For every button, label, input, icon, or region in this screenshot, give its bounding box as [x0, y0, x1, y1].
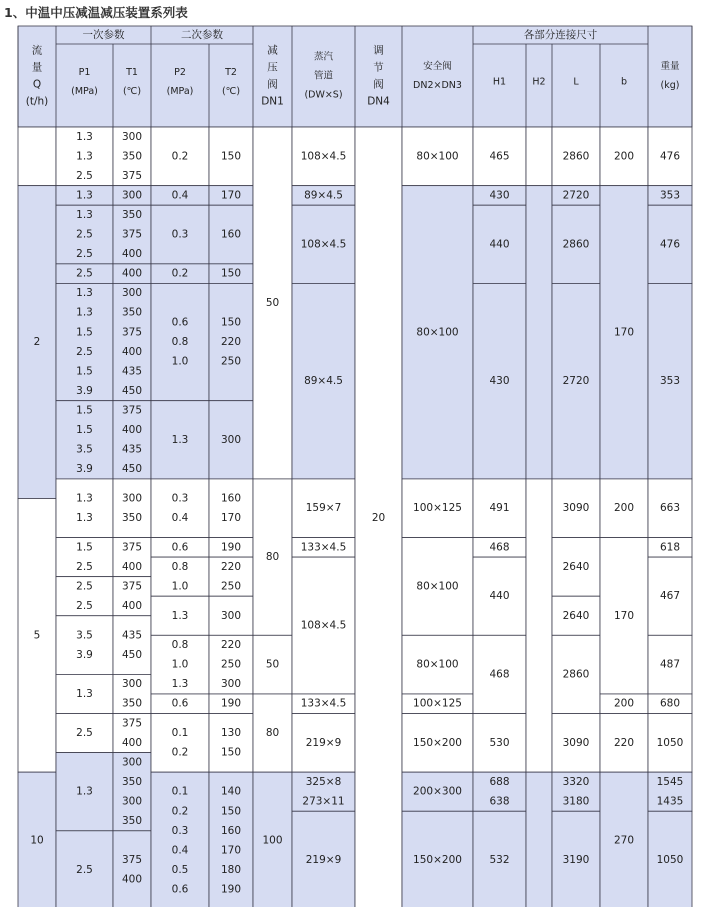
cell-value: 375: [121, 169, 143, 182]
cell-value: 375: [121, 854, 143, 867]
cell-value: 2.5: [76, 228, 93, 241]
header-flow: 量: [31, 61, 43, 74]
cell-value: 476: [659, 238, 681, 251]
cell-value: 220: [613, 736, 635, 749]
table-cell: [151, 714, 209, 773]
cell-value: 0.1: [171, 727, 189, 740]
cell-value: 300: [220, 609, 242, 622]
cell-value: 100: [262, 834, 283, 847]
cell-value: 375: [121, 541, 143, 554]
cell-value: 1435: [656, 795, 684, 808]
header-p1: P1: [78, 67, 91, 78]
cell-value: 0.6: [171, 541, 189, 554]
header-dn1: 压: [267, 61, 278, 74]
cell-value: 1.0: [171, 355, 189, 368]
cell-value: 440: [489, 238, 510, 251]
header-secondary: 二次参数: [181, 29, 223, 41]
cell-value: 375: [121, 580, 143, 593]
cell-value: 2: [33, 336, 41, 349]
cell-value: 3.9: [76, 463, 93, 476]
cell-value: 2.5: [76, 863, 93, 876]
cell-value: 200: [613, 697, 635, 710]
cell-value: 270: [613, 834, 635, 847]
table-cell: [18, 127, 56, 186]
header-t2: T2: [225, 67, 237, 78]
header-p1: (MPa): [71, 86, 98, 97]
cell-value: 468: [489, 668, 510, 681]
cell-value: 1.3: [76, 130, 93, 143]
cell-value: 3.5: [76, 629, 93, 642]
cell-value: 80: [265, 727, 280, 740]
cell-value: 1.3: [76, 687, 93, 700]
cell-value: 200: [613, 502, 635, 515]
cell-value: 400: [121, 267, 143, 280]
cell-value: 2.5: [76, 599, 93, 612]
cell-value: 3.9: [76, 384, 93, 397]
header-t1: T1: [126, 67, 138, 78]
cell-value: 1.0: [171, 580, 189, 593]
cell-value: 1.3: [76, 150, 93, 163]
cell-value: 465: [489, 150, 510, 163]
cell-value: 190: [220, 697, 242, 710]
cell-value: 1.3: [76, 208, 93, 221]
cell-value: 300: [121, 189, 143, 202]
cell-value: 450: [121, 384, 143, 397]
cell-value: 2720: [562, 189, 590, 202]
cell-value: 0.8: [171, 336, 189, 349]
cell-value: 3.9: [76, 648, 93, 661]
cell-value: 0.4: [171, 844, 189, 857]
header-flow: (t/h): [25, 95, 49, 108]
cell-value: 80×100: [416, 658, 459, 671]
cell-value: 3.5: [76, 443, 93, 456]
cell-value: 2640: [562, 609, 590, 622]
header-b: b: [620, 76, 628, 88]
cell-value: 1.5: [76, 365, 93, 378]
cell-value: 375: [121, 404, 143, 417]
cell-value: 130: [220, 727, 242, 740]
cell-value: 219×9: [305, 736, 342, 749]
cell-value: 375: [121, 228, 143, 241]
cell-value: 1.0: [171, 658, 189, 671]
cell-value: 50: [265, 296, 280, 309]
cell-value: 1.3: [76, 512, 93, 524]
cell-value: 350: [121, 697, 143, 710]
cell-value: 467: [659, 590, 681, 603]
cell-value: 400: [121, 873, 143, 886]
table-cell: [526, 479, 552, 772]
cell-value: 80: [265, 551, 280, 564]
table-cell: [56, 479, 113, 538]
cell-value: 0.6: [171, 316, 189, 329]
cell-value: 0.2: [171, 267, 189, 280]
cell-value: 80×100: [416, 150, 459, 163]
table-cell: [209, 479, 253, 538]
cell-value: 133×4.5: [300, 541, 347, 554]
cell-value: 3180: [562, 795, 590, 808]
cell-value: 250: [220, 355, 242, 368]
cell-value: 300: [220, 678, 242, 691]
cell-value: 0.1: [171, 785, 189, 798]
cell-value: 300: [121, 130, 143, 143]
header-dn4: 节: [373, 61, 384, 74]
header-l: L: [573, 76, 579, 88]
cell-value: 350: [121, 306, 143, 319]
cell-value: 680: [659, 697, 681, 710]
cell-value: 150: [220, 805, 242, 818]
cell-value: 170: [220, 512, 242, 524]
cell-value: 3090: [562, 502, 590, 515]
cell-value: 150×200: [413, 854, 462, 867]
cell-value: 2860: [562, 150, 590, 163]
cell-value: 2860: [562, 668, 590, 681]
table-cell: [113, 283, 151, 400]
cell-value: 250: [220, 658, 242, 671]
table-cell: [56, 283, 113, 400]
cell-value: 150: [220, 150, 242, 163]
cell-value: 487: [659, 658, 681, 671]
cell-value: 2.5: [76, 727, 93, 740]
cell-value: 300: [121, 492, 143, 505]
cell-value: 350: [121, 775, 143, 788]
cell-value: 273×11: [302, 795, 345, 808]
cell-value: 180: [220, 863, 242, 876]
cell-value: 450: [121, 463, 143, 476]
cell-value: 89×4.5: [304, 189, 343, 202]
cell-value: 0.2: [171, 746, 189, 759]
cell-value: 688: [489, 775, 510, 788]
cell-value: 170: [613, 609, 635, 622]
cell-value: 350: [121, 512, 143, 524]
cell-value: 476: [659, 150, 681, 163]
cell-value: 530: [489, 736, 510, 749]
cell-value: 5: [33, 629, 41, 642]
cell-value: 2.5: [76, 267, 93, 280]
cell-value: 0.8: [171, 639, 189, 652]
cell-value: 430: [489, 189, 510, 202]
cell-value: 300: [121, 678, 143, 691]
cell-value: 170: [220, 189, 242, 202]
cell-value: 80×100: [416, 326, 459, 339]
table-cell: [113, 831, 151, 907]
cell-value: 350: [121, 150, 143, 163]
cell-value: 400: [121, 424, 143, 437]
cell-value: 1050: [656, 736, 684, 749]
cell-value: 440: [489, 590, 510, 603]
cell-value: 400: [121, 345, 143, 358]
header-dn1: DN1: [261, 95, 284, 108]
cell-value: 491: [489, 502, 510, 515]
cell-value: 0.3: [171, 492, 189, 505]
cell-value: 108×4.5: [300, 238, 347, 251]
cell-value: 350: [121, 815, 143, 828]
cell-value: 220: [220, 639, 242, 652]
cell-value: 325×8: [305, 775, 342, 788]
cell-value: 1.3: [76, 189, 93, 202]
cell-value: 663: [659, 502, 681, 515]
cell-value: 618: [659, 541, 681, 554]
header-flow: 流: [31, 44, 43, 57]
cell-value: 159×7: [305, 502, 342, 515]
cell-value: 50: [265, 658, 280, 671]
cell-value: 0.6: [171, 883, 189, 896]
header-h2: H2: [532, 76, 546, 88]
table-cell: [56, 616, 113, 675]
table-cell: [526, 772, 552, 907]
cell-value: 100×125: [413, 697, 462, 710]
header-steam: 蒸汽: [313, 51, 334, 63]
cell-value: 375: [121, 717, 143, 730]
cell-value: 350: [121, 208, 143, 221]
cell-value: 3090: [562, 736, 590, 749]
cell-value: 1.5: [76, 404, 93, 417]
cell-value: 468: [489, 541, 510, 554]
cell-value: 3320: [562, 775, 590, 788]
cell-value: 2.5: [76, 345, 93, 358]
cell-value: 400: [121, 560, 143, 573]
cell-value: 200: [613, 150, 635, 163]
cell-value: 219×9: [305, 854, 342, 867]
header-dn4: 阀: [373, 78, 384, 91]
cell-value: 220: [220, 336, 242, 349]
cell-value: 10: [30, 834, 44, 847]
cell-value: 1.3: [76, 306, 93, 319]
cell-value: 0.5: [171, 863, 189, 876]
header-dims: 各部分连接尺寸: [523, 29, 598, 41]
cell-value: 2.5: [76, 169, 93, 182]
table-cell: [113, 616, 151, 675]
cell-value: 2.5: [76, 580, 93, 593]
cell-value: 150: [220, 267, 242, 280]
cell-value: 0.4: [171, 189, 189, 202]
header-weight: 重量: [660, 61, 680, 72]
cell-value: 2860: [562, 238, 590, 251]
page-title: 1、中温中压减温减压装置系列表: [4, 5, 188, 20]
cell-value: 0.8: [171, 560, 189, 573]
table-cell: [526, 127, 552, 186]
header-t1: (℃): [122, 86, 142, 97]
cell-value: 375: [121, 326, 143, 339]
cell-value: 250: [220, 580, 242, 593]
cell-value: 1.3: [76, 785, 93, 798]
cell-value: 160: [220, 228, 242, 241]
header-dn4: DN4: [367, 95, 390, 108]
cell-value: 170: [220, 844, 242, 857]
cell-value: 435: [121, 365, 143, 378]
table-cell: [209, 714, 253, 773]
cell-value: 638: [489, 795, 510, 808]
cell-value: 353: [659, 375, 681, 388]
header-steam: (DW×S): [304, 89, 343, 101]
header-p2: P2: [174, 67, 186, 78]
cell-value: 0.2: [171, 150, 189, 163]
cell-value: 80×100: [416, 580, 459, 593]
cell-value: 3190: [562, 854, 590, 867]
header-dn1: 减: [267, 44, 278, 57]
table-cell: [113, 479, 151, 538]
cell-value: 300: [121, 795, 143, 808]
header-primary: 一次参数: [82, 29, 125, 41]
table-cell: [526, 186, 552, 479]
header-safety: 安全阀: [423, 61, 452, 72]
cell-value: 2.5: [76, 248, 93, 261]
cell-value: 0.2: [171, 805, 189, 818]
cell-value: 430: [489, 375, 510, 388]
cell-value: 450: [121, 648, 143, 661]
cell-value: 1.3: [171, 678, 189, 691]
header-safety: DN2×DN3: [413, 80, 462, 91]
cell-value: 435: [121, 443, 143, 456]
cell-value: 140: [220, 785, 242, 798]
cell-value: 160: [220, 492, 242, 505]
cell-value: 1.3: [171, 609, 189, 622]
cell-value: 532: [489, 854, 510, 867]
cell-value: 1.3: [76, 492, 93, 505]
cell-value: 89×4.5: [304, 375, 343, 388]
header-dn1: 阀: [267, 78, 278, 91]
cell-value: 0.4: [171, 512, 189, 524]
cell-value: 1.5: [76, 424, 93, 437]
header-weight: (kg): [660, 80, 680, 91]
header-flow: Q: [32, 78, 42, 91]
cell-value: 108×4.5: [300, 150, 347, 163]
cell-value: 150: [220, 316, 242, 329]
cell-value: 400: [121, 599, 143, 612]
cell-value: 2.5: [76, 560, 93, 573]
header-p2: (MPa): [166, 86, 194, 97]
header-steam: 管道: [313, 70, 334, 82]
cell-value: 190: [220, 883, 242, 896]
cell-value: 1.5: [76, 326, 93, 339]
cell-value: 190: [220, 541, 242, 554]
cell-value: 400: [121, 248, 143, 261]
cell-value: 100×125: [413, 502, 462, 515]
cell-value: 2640: [562, 560, 590, 573]
header-dn4: 调: [373, 44, 384, 57]
cell-value: 300: [220, 433, 242, 446]
cell-value: 0.3: [171, 824, 189, 837]
cell-value: 150: [220, 746, 242, 759]
cell-value: 170: [613, 326, 635, 339]
table-cell: [151, 479, 209, 538]
cell-value: 220: [220, 560, 242, 573]
cell-value: 108×4.5: [300, 619, 347, 632]
cell-value: 353: [659, 189, 681, 202]
cell-value: 1.3: [76, 287, 93, 300]
cell-value: 0.3: [171, 228, 189, 241]
cell-value: 400: [121, 736, 143, 749]
header-h1: H1: [492, 76, 507, 88]
cell-value: 1.3: [171, 433, 189, 446]
cell-value: 1.5: [76, 541, 93, 554]
cell-value: 300: [121, 756, 143, 769]
header-t2: (℃): [221, 86, 241, 97]
cell-value: 0.6: [171, 697, 189, 710]
cell-value: 200×300: [413, 785, 462, 798]
cell-value: 160: [220, 824, 242, 837]
cell-value: 150×200: [413, 736, 462, 749]
cell-value: 1545: [656, 775, 684, 788]
cell-value: 133×4.5: [300, 697, 347, 710]
cell-value: 1050: [656, 854, 684, 867]
cell-value: 2720: [562, 375, 590, 388]
cell-value: 300: [121, 287, 143, 300]
cell-value: 435: [121, 629, 143, 642]
cell-value: 20: [371, 512, 386, 524]
